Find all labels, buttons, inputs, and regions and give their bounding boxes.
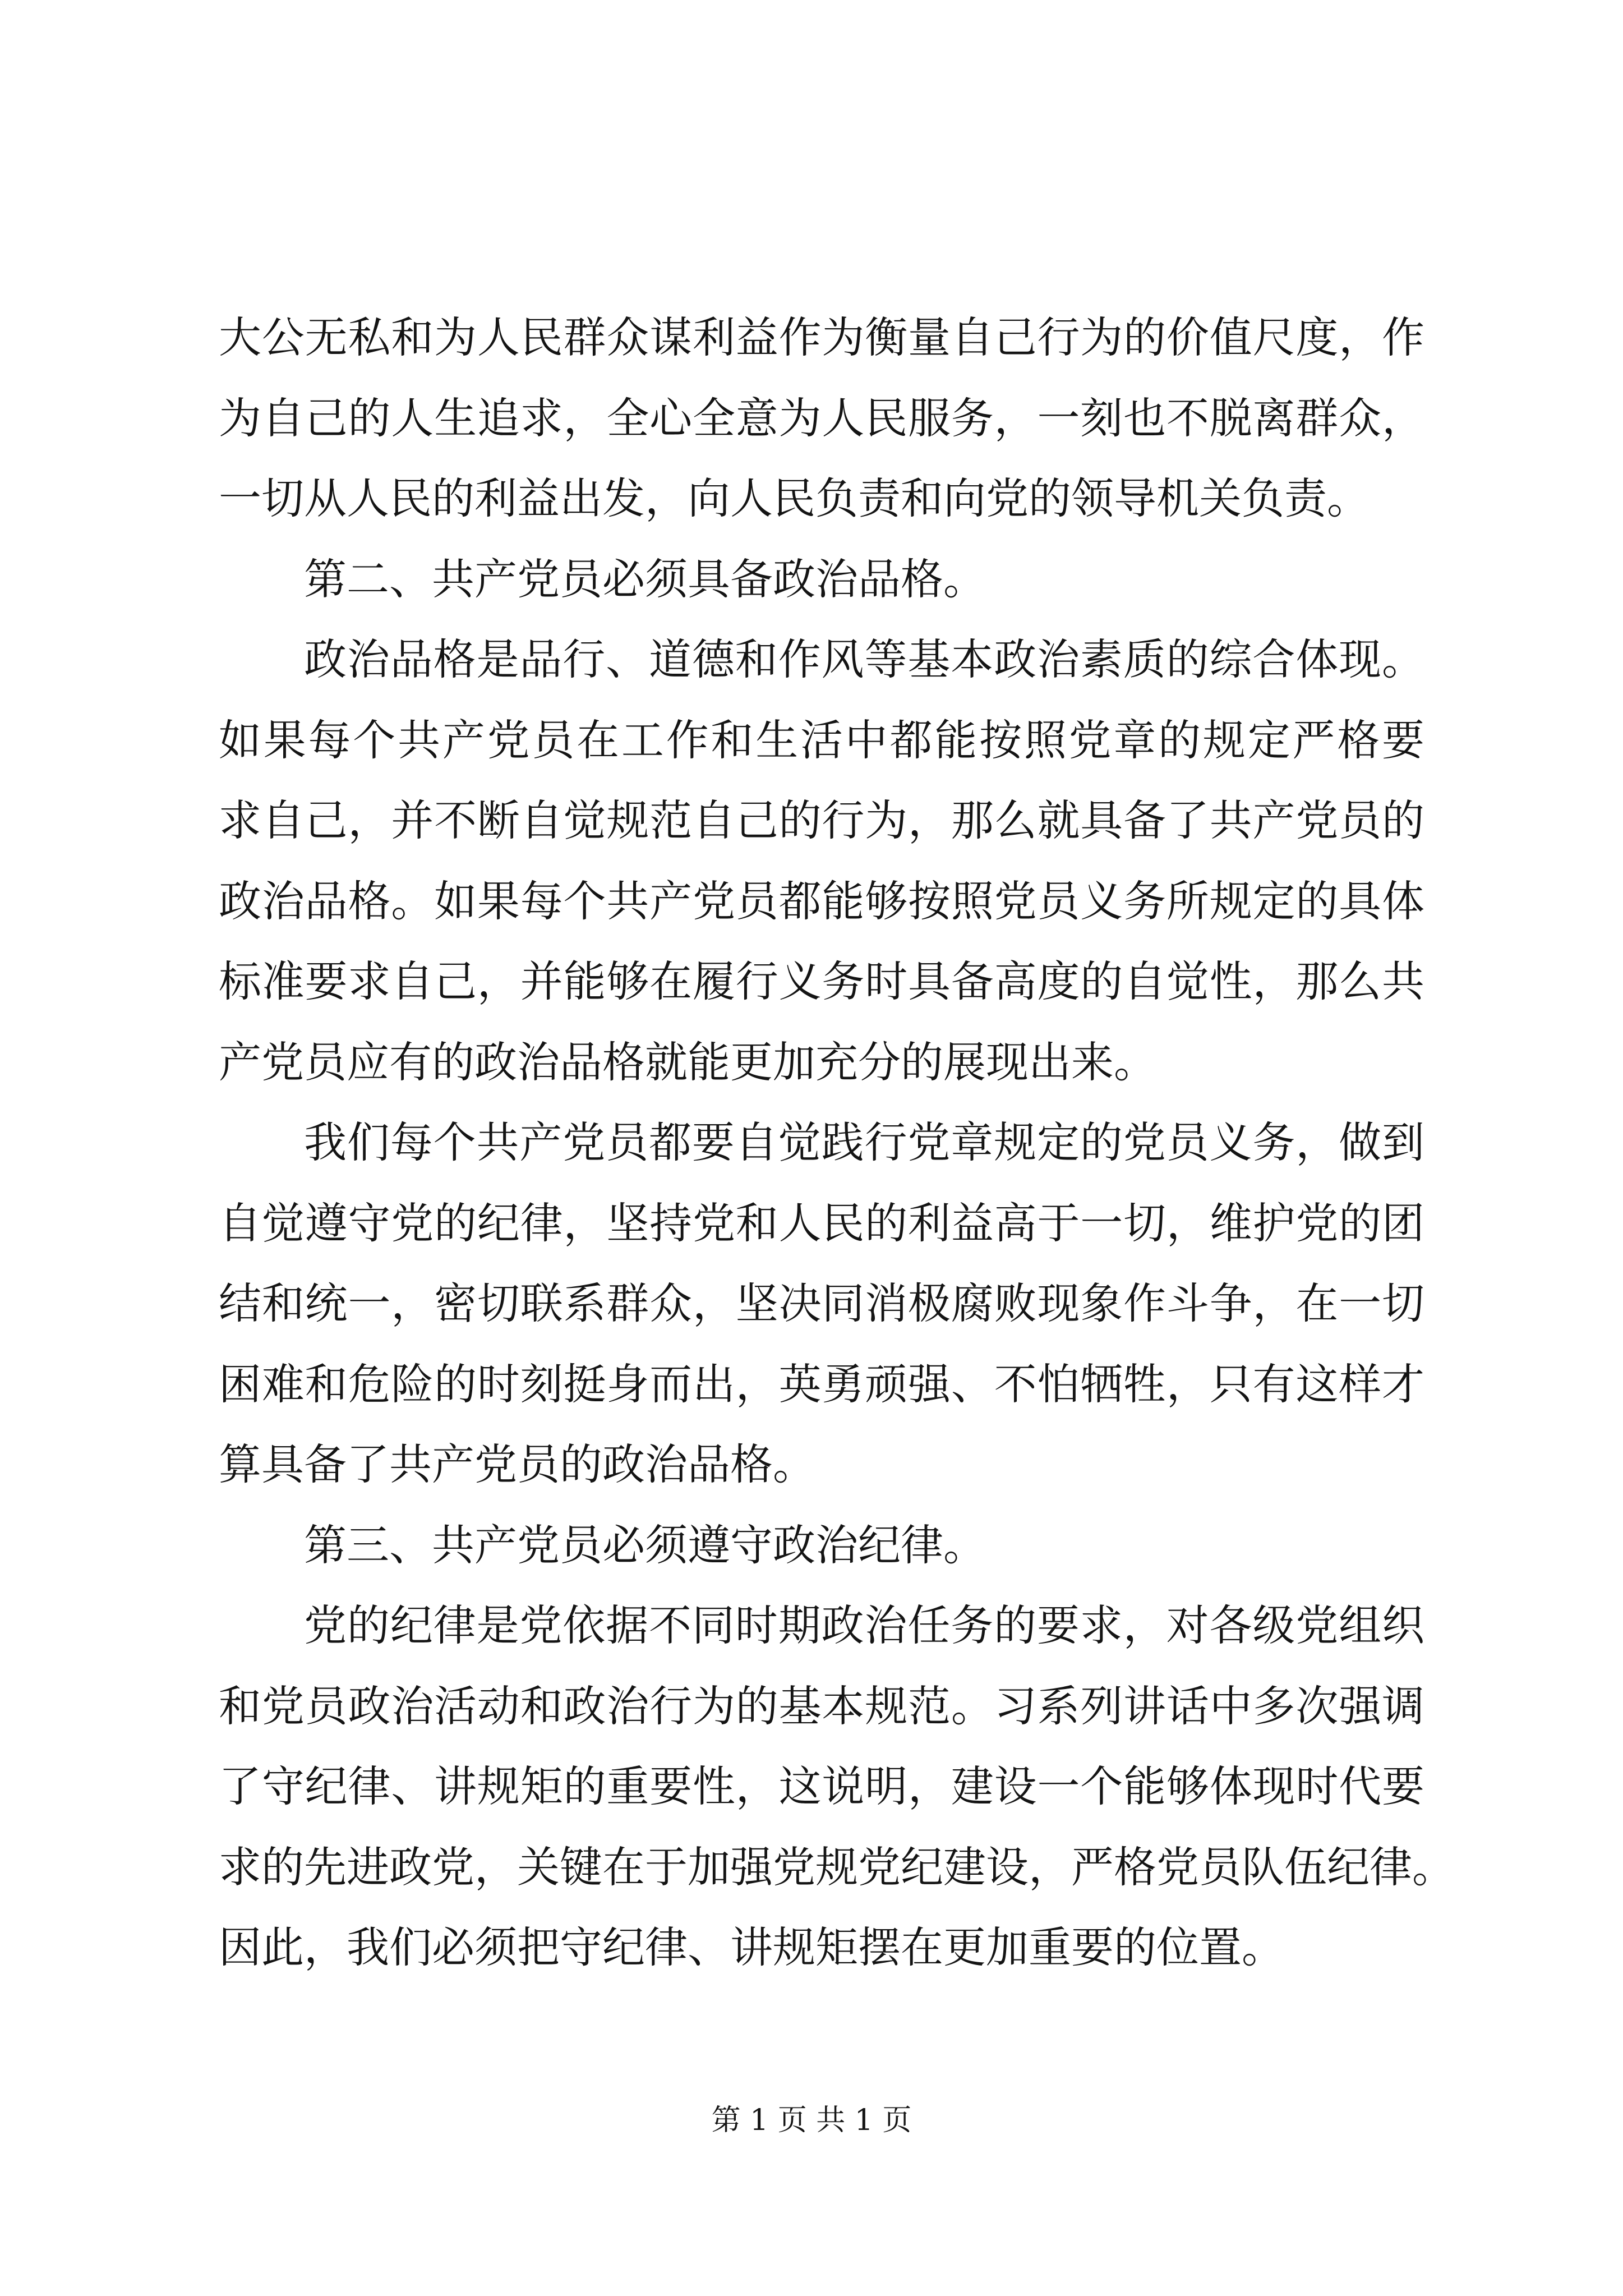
text-line: 求的先进政党，关键在于加强党规党纪建设，严格党员队伍纪律。 (219, 1842, 1455, 1892)
document-body (219, 297, 1455, 1988)
text-line: 一切从人民的利益出发，向人民负责和向党的领导机关负责。 (219, 473, 1370, 523)
text-line: 产党员应有的政治品格就能更加充分的展现出来。 (219, 1037, 1156, 1087)
text-line: 求自己，并不断自觉规范自己的行为，那么就具备了共产党员的 (219, 795, 1424, 845)
section-heading: 第二、共产党员必须具备政治品格。 (304, 554, 986, 604)
text-line: 自觉遵守党的纪律，坚持党和人民的利益高于一切，维护党的团 (219, 1198, 1424, 1248)
text-line: 结和统一，密切联系群众，坚决同消极腐败现象作斗争，在一切 (219, 1278, 1424, 1328)
page-footer: 第 1 页 共 1 页 (711, 2104, 912, 2137)
text-line: 了守纪律、讲规矩的重要性，这说明，建设一个能够体现时代要 (219, 1761, 1424, 1811)
text-line: 算具备了共产党员的政治品格。 (219, 1439, 815, 1489)
paragraph-first-line: 我们每个共产党员都要自觉践行党章规定的党员义务，做到 (304, 1117, 1424, 1167)
text-line: 政治品格。如果每个共产党员都能够按照党员义务所规定的具体 (219, 876, 1424, 926)
text-line: 困难和危险的时刻挺身而出，英勇顽强、不怕牺牲，只有这样才 (219, 1359, 1424, 1409)
text-line: 标准要求自己，并能够在履行义务时具备高度的自觉性，那么共 (219, 956, 1424, 1006)
section-heading: 第三、共产党员必须遵守政治纪律。 (304, 1520, 986, 1570)
paragraph-first-line: 政治品格是品行、道德和作风等基本政治素质的综合体现。 (304, 634, 1424, 684)
text-line: 因此，我们必须把守纪律、讲规矩摆在更加重要的位置。 (219, 1922, 1284, 1972)
text-line: 大公无私和为人民群众谋利益作为衡量自己行为的价值尺度，作 (219, 312, 1424, 362)
text-line: 和党员政治活动和政治行为的基本规范。习系列讲话中多次强调 (219, 1681, 1424, 1731)
text-line: 如果每个共产党员在工作和生活中都能按照党章的规定严格要 (219, 715, 1424, 765)
text-line: 为自己的人生追求，全心全意为人民服务，一刻也不脱离群众， (219, 393, 1424, 443)
paragraph-first-line: 党的纪律是党依据不同时期政治任务的要求，对各级党组织 (304, 1600, 1424, 1650)
